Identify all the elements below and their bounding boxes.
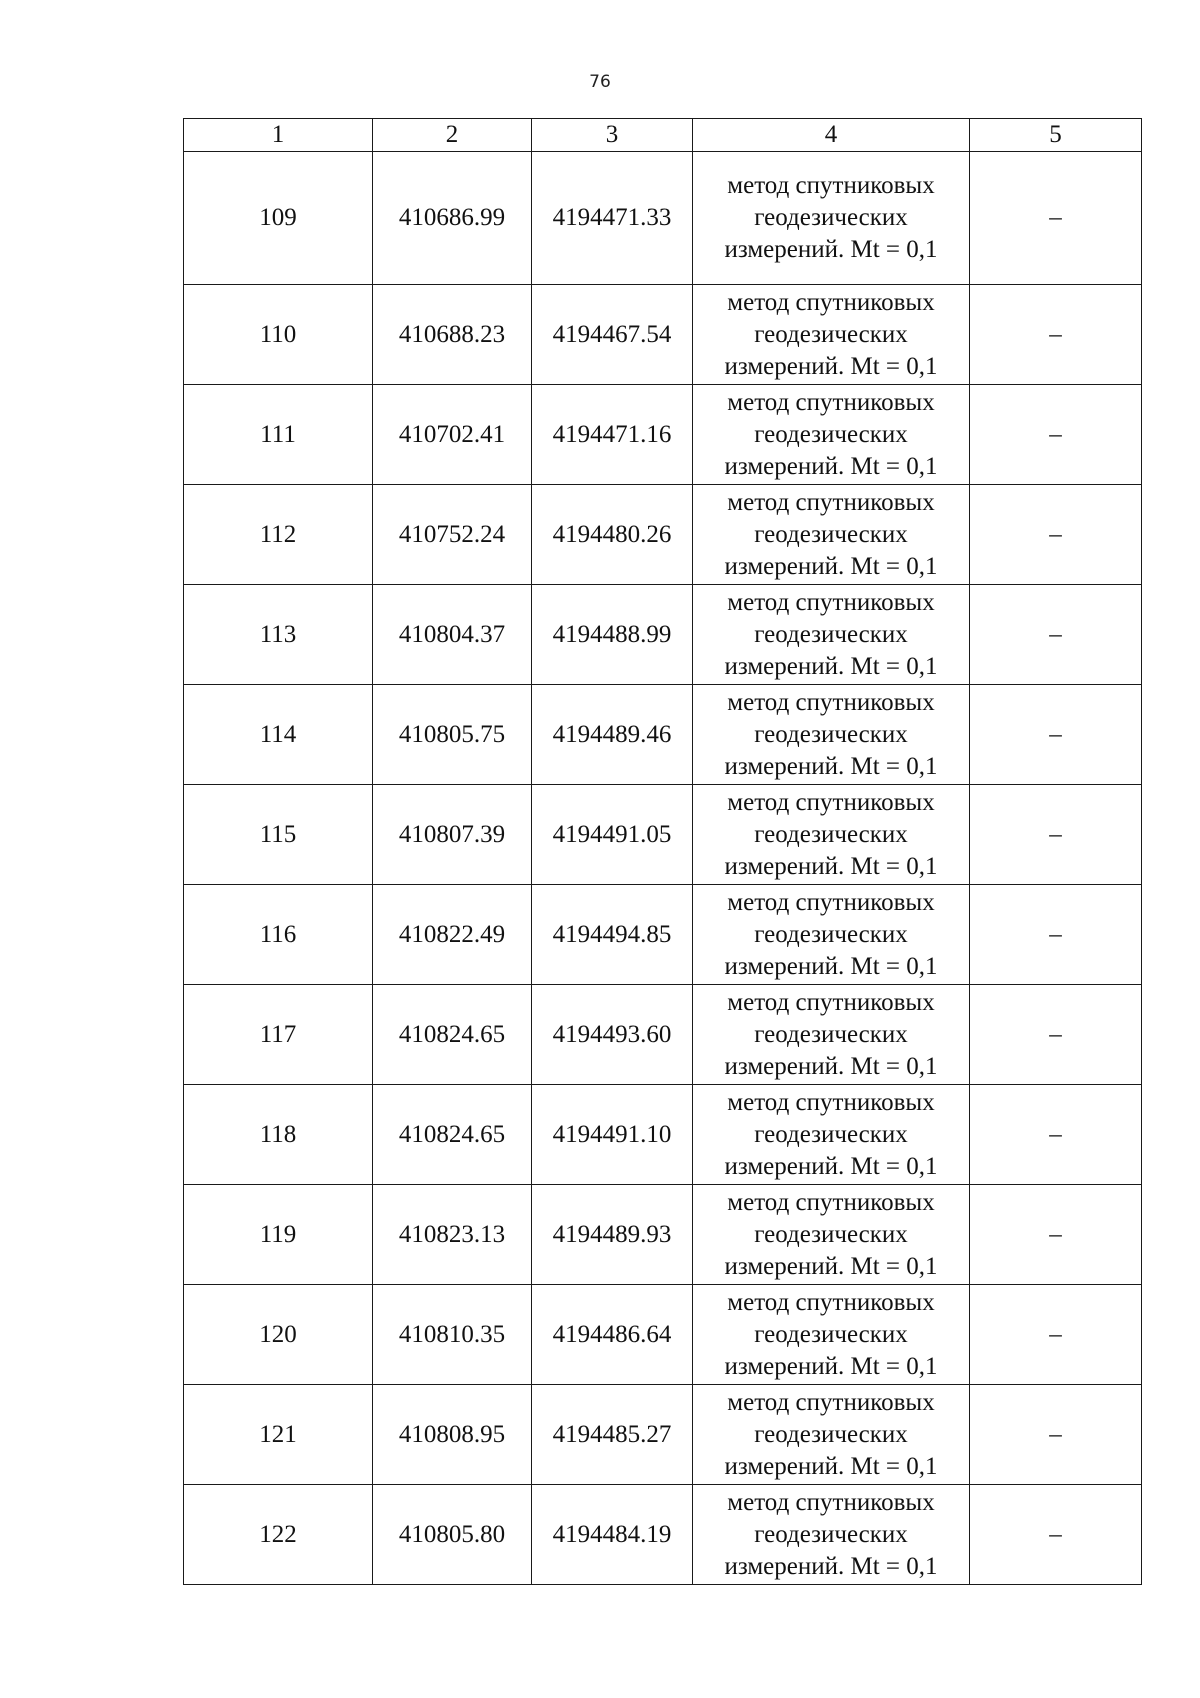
method-line: измерений. Mt = 0,1 — [724, 752, 938, 780]
table-row — [184, 385, 1142, 485]
x-coordinate-cell: 410807.39 — [373, 785, 532, 885]
y-coordinate-cell: 4194471.33 — [532, 152, 693, 285]
note-cell: – — [970, 985, 1142, 1085]
method-line: метод спутниковых — [727, 988, 935, 1016]
method-line: измерений. Mt = 0,1 — [724, 1352, 938, 1380]
method-line: измерений. Mt = 0,1 — [724, 1152, 938, 1180]
method-line: геодезических — [754, 1220, 908, 1248]
x-coordinate-cell: 410824.65 — [373, 1085, 532, 1185]
method-line: измерений. Mt = 0,1 — [724, 1452, 938, 1480]
table-row — [184, 785, 1142, 885]
method-line: геодезических — [754, 1320, 908, 1348]
table-row — [184, 285, 1142, 385]
header-col-5: 5 — [970, 119, 1142, 152]
method-line: метод спутниковых — [727, 172, 935, 199]
method-line: геодезических — [754, 620, 908, 648]
point-number-cell: 120 — [184, 1285, 373, 1385]
note-cell: – — [970, 885, 1142, 985]
note-cell: – — [970, 152, 1142, 285]
header-col-2: 2 — [373, 119, 532, 152]
point-number-cell: 111 — [184, 385, 373, 485]
method-line: измерений. Mt = 0,1 — [724, 452, 938, 480]
page-number: 76 — [589, 72, 611, 92]
table-row — [184, 1185, 1142, 1285]
point-number-cell: 112 — [184, 485, 373, 585]
method-line: геодезических — [754, 1020, 908, 1048]
method-cell — [693, 985, 970, 1085]
header-col-3: 3 — [532, 119, 693, 152]
y-coordinate-cell: 4194491.05 — [532, 785, 693, 885]
note-cell: – — [970, 1085, 1142, 1185]
method-line: метод спутниковых — [727, 588, 935, 616]
method-line: измерений. Mt = 0,1 — [724, 352, 938, 380]
point-number-cell: 122 — [184, 1485, 373, 1585]
method-line: геодезических — [754, 420, 908, 448]
method-line: метод спутниковых — [727, 388, 935, 416]
method-line: геодезических — [754, 204, 908, 231]
method-line: геодезических — [754, 820, 908, 848]
method-cell — [693, 785, 970, 885]
y-coordinate-cell: 4194494.85 — [532, 885, 693, 985]
note-cell: – — [970, 485, 1142, 585]
method-cell — [693, 1285, 970, 1385]
method-line: метод спутниковых — [727, 1188, 935, 1216]
method-line: метод спутниковых — [727, 1488, 935, 1516]
method-line: геодезических — [754, 1120, 908, 1148]
method-line: геодезических — [754, 920, 908, 948]
y-coordinate-cell: 4194491.10 — [532, 1085, 693, 1185]
note-cell: – — [970, 585, 1142, 685]
method-line: геодезических — [754, 520, 908, 548]
y-coordinate-cell: 4194471.16 — [532, 385, 693, 485]
y-coordinate-cell: 4194488.99 — [532, 585, 693, 685]
method-line: метод спутниковых — [727, 1088, 935, 1116]
note-cell: – — [970, 1385, 1142, 1485]
point-number-cell: 114 — [184, 685, 373, 785]
x-coordinate-cell: 410752.24 — [373, 485, 532, 585]
x-coordinate-cell: 410702.41 — [373, 385, 532, 485]
header-col-1: 1 — [184, 119, 373, 152]
x-coordinate-cell: 410688.23 — [373, 285, 532, 385]
note-cell: – — [970, 385, 1142, 485]
method-line: метод спутниковых — [727, 1288, 935, 1316]
method-line: геодезических — [754, 320, 908, 348]
method-line: метод спутниковых — [727, 488, 935, 516]
method-line: метод спутниковых — [727, 288, 935, 316]
method-cell — [693, 885, 970, 985]
method-cell — [693, 385, 970, 485]
y-coordinate-cell: 4194489.93 — [532, 1185, 693, 1285]
x-coordinate-cell: 410824.65 — [373, 985, 532, 1085]
method-cell — [693, 1385, 970, 1485]
method-cell — [693, 585, 970, 685]
table-row — [184, 1485, 1142, 1585]
point-number-cell: 109 — [184, 152, 373, 285]
x-coordinate-cell: 410686.99 — [373, 152, 532, 285]
note-cell: – — [970, 785, 1142, 885]
table-row — [184, 885, 1142, 985]
table-row — [184, 485, 1142, 585]
method-cell — [693, 1085, 970, 1185]
method-cell — [693, 685, 970, 785]
header-col-4: 4 — [693, 119, 970, 152]
y-coordinate-cell: 4194467.54 — [532, 285, 693, 385]
x-coordinate-cell: 410822.49 — [373, 885, 532, 985]
point-number-cell: 119 — [184, 1185, 373, 1285]
table-row — [184, 1285, 1142, 1385]
method-cell — [693, 1485, 970, 1585]
table-row — [184, 1085, 1142, 1185]
method-line: измерений. Mt = 0,1 — [724, 552, 938, 580]
method-line: геодезических — [754, 720, 908, 748]
point-number-cell: 110 — [184, 285, 373, 385]
y-coordinate-cell: 4194485.27 — [532, 1385, 693, 1485]
method-line: измерений. Mt = 0,1 — [724, 652, 938, 680]
point-number-cell: 117 — [184, 985, 373, 1085]
note-cell: – — [970, 285, 1142, 385]
method-cell — [693, 152, 970, 285]
point-number-cell: 113 — [184, 585, 373, 685]
x-coordinate-cell: 410805.75 — [373, 685, 532, 785]
point-number-cell: 116 — [184, 885, 373, 985]
table-row — [184, 152, 1142, 285]
method-line: метод спутниковых — [727, 788, 935, 816]
point-number-cell: 118 — [184, 1085, 373, 1185]
x-coordinate-cell: 410810.35 — [373, 1285, 532, 1385]
header-row — [184, 119, 1142, 152]
method-line: измерений. Mt = 0,1 — [724, 1552, 938, 1580]
method-line: измерений. Mt = 0,1 — [724, 952, 938, 980]
table-row — [184, 685, 1142, 785]
x-coordinate-cell: 410808.95 — [373, 1385, 532, 1485]
point-number-cell: 121 — [184, 1385, 373, 1485]
y-coordinate-cell: 4194489.46 — [532, 685, 693, 785]
method-line: измерений. Mt = 0,1 — [724, 1052, 938, 1080]
y-coordinate-cell: 4194480.26 — [532, 485, 693, 585]
method-cell — [693, 1185, 970, 1285]
table-row — [184, 985, 1142, 1085]
method-line: метод спутниковых — [727, 888, 935, 916]
y-coordinate-cell: 4194493.60 — [532, 985, 693, 1085]
coordinates-table — [183, 118, 1142, 1585]
table-body — [184, 152, 1142, 1585]
table-row — [184, 585, 1142, 685]
method-line: метод спутниковых — [727, 1388, 935, 1416]
table-header — [184, 119, 1142, 152]
table-row — [184, 1385, 1142, 1485]
method-cell — [693, 285, 970, 385]
method-line: измерений. Mt = 0,1 — [724, 1252, 938, 1280]
method-line: метод спутниковых — [727, 688, 935, 716]
note-cell: – — [970, 1185, 1142, 1285]
note-cell: – — [970, 1285, 1142, 1385]
x-coordinate-cell: 410823.13 — [373, 1185, 532, 1285]
note-cell: – — [970, 1485, 1142, 1585]
method-line: измерений. Mt = 0,1 — [724, 236, 938, 263]
x-coordinate-cell: 410804.37 — [373, 585, 532, 685]
method-line: геодезических — [754, 1520, 908, 1548]
y-coordinate-cell: 4194484.19 — [532, 1485, 693, 1585]
point-number-cell: 115 — [184, 785, 373, 885]
method-line: геодезических — [754, 1420, 908, 1448]
x-coordinate-cell: 410805.80 — [373, 1485, 532, 1585]
note-cell: – — [970, 685, 1142, 785]
method-line: измерений. Mt = 0,1 — [724, 852, 938, 880]
method-cell — [693, 485, 970, 585]
y-coordinate-cell: 4194486.64 — [532, 1285, 693, 1385]
